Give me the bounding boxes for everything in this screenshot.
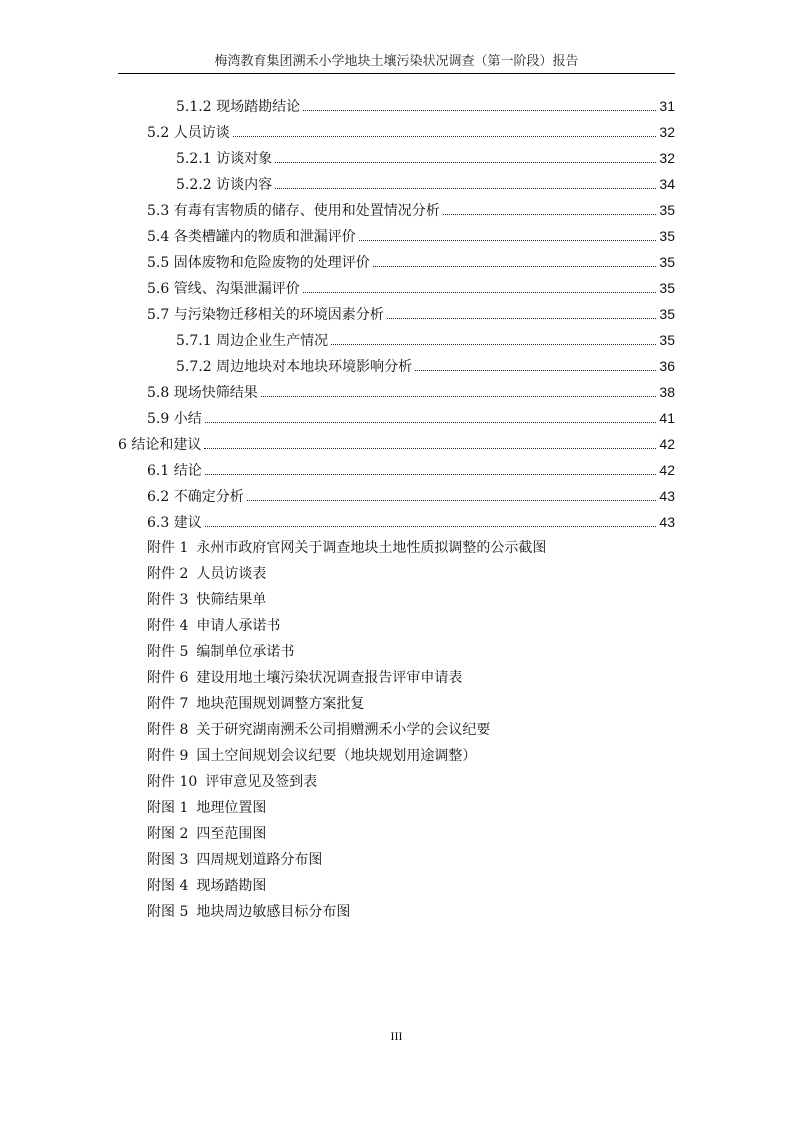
leader-dots [205,409,657,423]
toc-entry-page: 42 [659,462,675,478]
appendix-title: 地理位置图 [196,800,267,816]
leader-dots [275,175,656,189]
appendix-label: 附图 5 [147,904,189,920]
toc-entry[interactable] [176,148,675,168]
toc-entry[interactable] [147,382,675,402]
toc-entry-title: 5.5 固体废物和危险废物的处理评价 [147,255,370,271]
appendix-item[interactable] [147,824,266,844]
leader-dots [303,279,657,293]
appendix-label: 附件 7 [147,696,189,712]
toc-entry-page: 31 [659,98,675,114]
appendix-label: 附图 2 [147,826,189,842]
leader-dots [415,357,656,371]
appendix-item[interactable] [147,772,317,792]
toc-entry-title: 5.9 小结 [147,411,202,427]
toc-entry-page: 34 [659,176,675,192]
leader-dots [205,461,657,475]
appendix-title: 快筛结果单 [196,592,267,608]
toc-entry-title: 6.1 结论 [147,463,202,479]
toc-entry-page: 35 [659,332,675,348]
appendix-label: 附件 3 [147,592,189,608]
leader-dots [303,97,656,111]
appendix-item[interactable] [147,850,322,870]
appendix-title: 四至范围图 [196,826,267,842]
running-header [118,51,675,74]
appendix-item[interactable] [147,902,350,922]
leader-dots [359,227,657,241]
appendix-label: 附件 8 [147,722,189,738]
toc-entry-page: 35 [659,202,675,218]
toc-entry-page: 36 [659,358,675,374]
toc-entry-page: 35 [659,228,675,244]
toc-entry-page: 32 [659,124,675,140]
toc-entry-page: 35 [659,254,675,270]
appendix-label: 附件 9 [147,748,189,764]
appendix-item[interactable] [147,642,294,662]
leader-dots [261,383,657,397]
toc-entry[interactable] [147,486,675,506]
toc-entry[interactable] [176,96,675,116]
toc-entry-title: 5.3 有毒有害物质的储存、使用和处置情况分析 [147,203,440,219]
toc-entry-page: 42 [659,436,675,452]
appendix-item[interactable] [147,876,266,896]
toc-entry[interactable] [118,434,675,454]
appendix-title: 评审意见及签到表 [205,774,318,790]
toc-entry[interactable] [147,304,675,324]
appendix-label: 附件 4 [147,618,189,634]
toc-entry-title: 6.2 不确定分析 [147,489,244,505]
toc-entry-page: 35 [659,306,675,322]
toc-entry-title: 5.8 现场快筛结果 [147,385,258,401]
toc-entry-title: 6 结论和建议 [118,437,202,453]
appendix-label: 附图 1 [147,800,189,816]
appendix-label: 附件 1 [147,540,189,556]
toc-entry[interactable] [147,408,675,428]
toc-entry[interactable] [147,278,675,298]
toc-entry[interactable] [176,356,675,376]
toc-entry-title: 5.2.1 访谈对象 [176,151,273,167]
toc-entry[interactable] [147,122,675,142]
appendix-label: 附件 5 [147,644,189,660]
appendix-item[interactable] [147,538,546,558]
toc-entry[interactable] [176,330,675,350]
toc-entry-title: 5.4 各类槽罐内的物质和泄漏评价 [147,229,356,245]
toc-entry-title: 5.7.1 周边企业生产情况 [176,333,329,349]
toc-entry[interactable] [147,460,675,480]
toc-entry[interactable] [147,200,675,220]
appendix-label: 附图 4 [147,878,189,894]
appendix-item[interactable] [147,746,476,766]
toc-entry-page: 35 [659,280,675,296]
appendix-title: 现场踏勘图 [196,878,267,894]
toc-entry-title: 5.7 与污染物迁移相关的环境因素分析 [147,307,384,323]
appendix-title: 永州市政府官网关于调查地块土地性质拟调整的公示截图 [196,540,547,556]
toc-entry-title: 5.1.2 现场踏勘结论 [176,99,301,115]
appendix-title: 地块周边敏感目标分布图 [196,904,351,920]
leader-dots [233,123,657,137]
leader-dots [205,513,657,527]
appendix-title: 关于研究湖南溯禾公司捐赠溯禾小学的会议纪要 [196,722,491,738]
toc-entry-page: 41 [659,410,675,426]
appendix-title: 国土空间规划会议纪要（地块规划用途调整） [196,748,477,764]
appendix-label: 附图 3 [147,852,189,868]
toc-entry-title: 5.2.2 访谈内容 [176,177,273,193]
appendix-label: 附件 2 [147,566,189,582]
toc-entry-page: 38 [659,384,675,400]
appendix-label: 附件 6 [147,670,189,686]
toc-entry-page: 43 [659,488,675,504]
appendix-title: 四周规划道路分布图 [196,852,323,868]
appendix-item[interactable] [147,590,266,610]
leader-dots [204,435,656,449]
leader-dots [331,331,656,345]
toc-entry-title: 6.3 建议 [147,515,202,531]
leader-dots [275,149,656,163]
appendix-item[interactable] [147,720,490,740]
toc-entry[interactable] [147,512,675,532]
toc-entry-title: 5.6 管线、沟渠泄漏评价 [147,281,300,297]
page-number: III [390,1029,403,1043]
appendix-item[interactable] [147,694,364,714]
toc-entry[interactable] [147,226,675,246]
appendix-item[interactable] [147,616,280,636]
appendix-title: 人员访谈表 [196,566,267,582]
leader-dots [443,201,657,215]
appendix-title: 地块范围规划调整方案批复 [196,696,365,712]
appendix-item[interactable] [147,564,266,584]
appendix-item[interactable] [147,668,462,688]
toc-entry-title: 5.7.2 周边地块对本地块环境影响分析 [176,359,413,375]
appendix-item[interactable] [147,798,266,818]
toc-entry-page: 43 [659,514,675,530]
toc-entry-page: 32 [659,150,675,166]
leader-dots [387,305,657,319]
appendix-title: 编制单位承诺书 [196,644,295,660]
report-title: 梅湾教育集团溯禾小学地块土壤污染状况调查（第一阶段）报告 [214,54,579,69]
appendix-title: 建设用地土壤污染状况调查报告评审申请表 [196,670,463,686]
leader-dots [373,253,657,267]
appendix-title: 申请人承诺书 [196,618,281,634]
leader-dots [247,487,657,501]
toc-entry[interactable] [176,174,675,194]
appendix-label: 附件 10 [147,774,198,790]
toc-entry[interactable] [147,252,675,272]
toc-entry-title: 5.2 人员访谈 [147,125,230,141]
